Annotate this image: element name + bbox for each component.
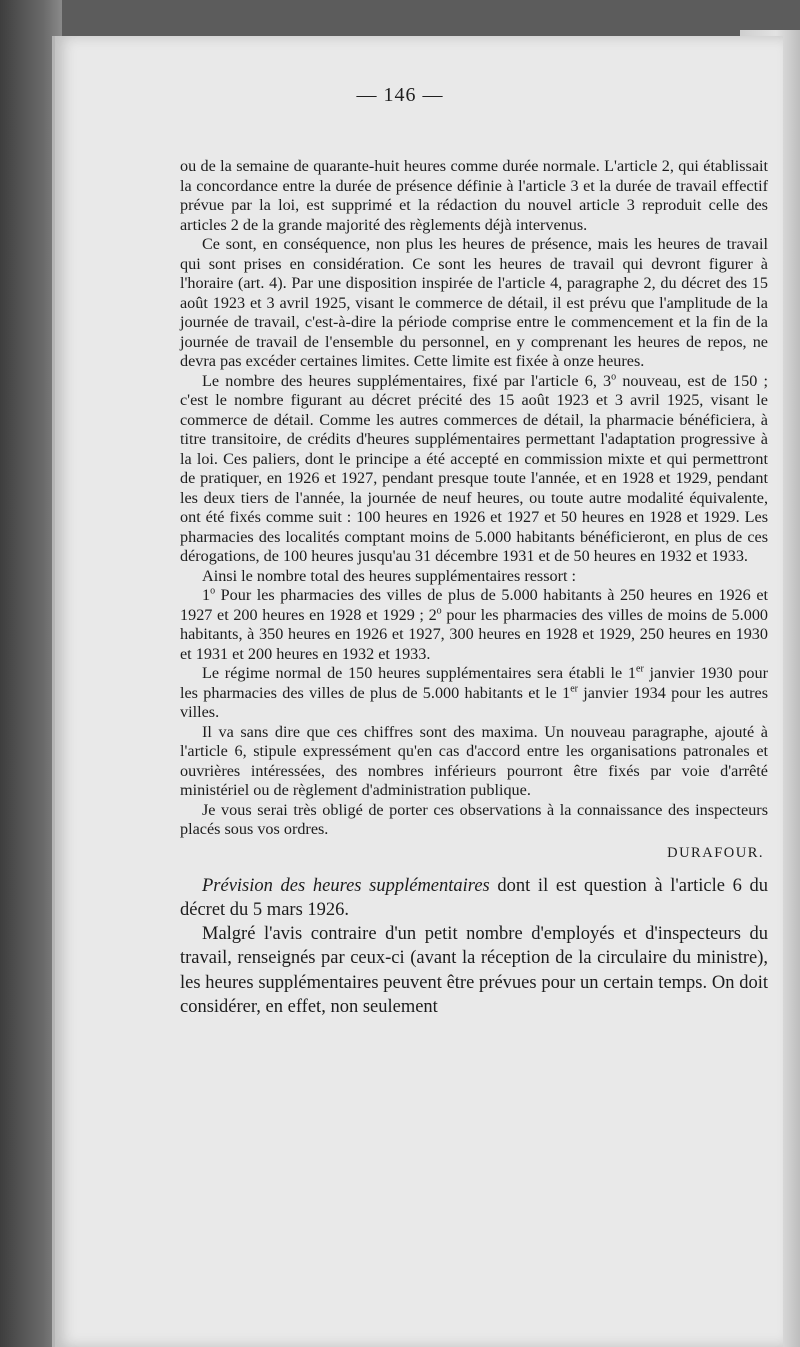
page-body xyxy=(180,157,768,1019)
text-run: Le nombre des heures supplémentaires, fixé par l'article 6, 3 xyxy=(202,371,612,390)
paragraph xyxy=(180,586,768,664)
paragraph: Il va sans dire que ces chiffres sont des maxima. Un nouveau paragraphe, ajouté à l'article 6, stipule expressément qu'en cas d'accord entre les organisations patronales et ouvrières intéressées, des nombres inférieurs pourront être fixés par voie d'arrêté ministériel ou de règlement d'administration publique. xyxy=(180,722,768,799)
text-run: janvier 1930 pour les pharmacies des villes de plus de 5.000 habitants et le 1 xyxy=(180,664,768,702)
commentary-text xyxy=(180,874,768,1020)
text-run: 1 xyxy=(202,586,211,604)
superscript: er xyxy=(570,683,578,695)
signature: DURAFOUR. xyxy=(667,844,764,861)
paragraph: ou de la semaine de quarante-huit heures comme durée normale. L'article 2, qui établissait la concordance entre la durée de présence définie à l'article 3 et la durée de travail effectif prévue par la loi, est supprimé et la rédaction du nouvel article 3 reproduit celle des articles 2 de la grande majorité des règlements déjà intervenus. xyxy=(180,157,768,234)
paragraph xyxy=(180,372,768,567)
superscript: er xyxy=(636,663,644,675)
paragraph xyxy=(180,874,768,923)
paragraph xyxy=(180,664,768,723)
text-run: Pour les pharmacies des villes de plus de 5.000 habitants à 250 heures en 1926 et 1927 et 200 heures en 1928 et 1929 ; 2 xyxy=(180,586,768,624)
circular-text xyxy=(180,157,768,864)
paragraph: Ce sont, en conséquence, non plus les heures de présence, mais les heures de travail qui sont prises en considération. Ce sont les heures de travail qui devront figurer à l'horaire (art. 4). Par une disposition inspirée de l'article 4, paragraphe 2, du décret des 15 août 1923 et 3 avril 1925, visant le commerce de détail, il est prévu que l'amplitude de la journée de travail, c'est-à-dire la période comprise entre le commencement et la fin de la journée de travail de l'ensemble du personnel, en y comprenant les heures de repos, ne devra pas excéder certaines limites. Cette limite est fixée à onze heures. xyxy=(180,235,768,370)
text-run: nouveau, est de 150 ; c'est le nombre figurant au décret précité des 15 août 1923 et 3 avril 1925, visant le commerce de détail. Comme les autres commerces de détail, la pharmacie bénéficiera, à titre transitoire, de crédits d'heures supplémentaires permettant l'adaptation progressive à la loi. Ces paliers, dont le principe a été accepté en commission mixte et qui permettront de pratiquer, en 1926 et 1927, pendant presque toute l'année, et en 1928 et 1929, pendant les deux tiers de l'année, la journée de neuf heures, ou toute autre modalité équivalente, ont été fixés comme suit : 100 heures en 1926 et 1927 et 50 heures en 1928 et 1929. Les pharmacies des localités comptant moins de 5.000 habitants bénéficieront, en plus de ces dérogations, de 100 heures jusqu'au 31 décembre 1931 et de 50 heures en 1932 et 1933. xyxy=(180,371,768,565)
text-run: pour les pharmacies des villes de moins de 5.000 habitants, à 350 heures en 1926 et 1927, 300 heures en 1928 et 1929, 250 heures en 1930 et 1931 et 200 heures en 1932 et 1933. xyxy=(180,605,769,663)
text-run: janvier 1934 pour les autres villes. xyxy=(180,683,768,721)
paragraph: Malgré l'avis contraire d'un petit nombre d'employés et d'inspecteurs du travail, renseignés par ceux-ci (avant la réception de la circulaire du ministre), les heures supplémentaires peuvent être prévues pour un certain temps. On doit considérer, en effet, non seulement xyxy=(180,924,768,1017)
italic-heading: Prévision des heures supplémentaires xyxy=(202,875,490,896)
superscript: o xyxy=(210,585,216,597)
paragraph: Ainsi le nombre total des heures supplémentaires ressort : xyxy=(202,566,577,585)
superscript: o xyxy=(436,605,442,617)
text-run: dont il est question à l'article 6 du décret du 5 mars 1926. xyxy=(180,875,768,920)
superscript: o xyxy=(611,371,617,383)
text-run: Le régime normal de 150 heures supplémentaires sera établi le 1 xyxy=(202,664,637,682)
page-number: — 146 — xyxy=(356,84,444,106)
paragraph: Je vous serai très obligé de porter ces observations à la connaissance des inspecteurs placés sous vos ordres. xyxy=(180,800,768,838)
